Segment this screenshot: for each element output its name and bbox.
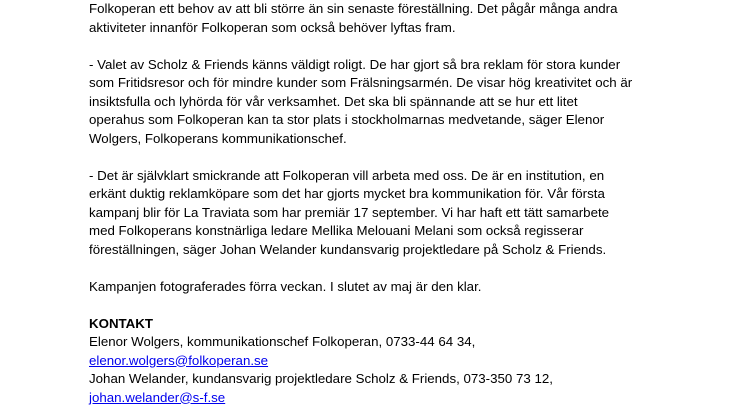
paragraph-quote-johan (89, 167, 739, 260)
text-line: Folkoperan ett behov av att bli större än sin senaste föreställning. Det pågår många andra (89, 1, 618, 16)
johan-email-link[interactable]: johan.welander@s-f.se (89, 389, 226, 405)
contact-section (89, 315, 739, 408)
paragraph-quote-elenor (89, 56, 739, 149)
text-line: kampanj blir för La Traviata som har premiär 17 september. Vi har haft ett tätt samarbete (89, 204, 610, 220)
contact-elenor-line: Elenor Wolgers, kommunikationschef Folkoperan, 0733-44 64 34, (89, 334, 476, 349)
text-line: Wolgers, Folkoperans kommunikationschef. (89, 130, 347, 146)
text-line: - Valet av Scholz & Friends känns väldigt roligt. De har gjort så bra reklam för stora kunder (89, 56, 621, 72)
text-line: insiktsfulla och lyhörda för vår verksamhet. Det ska bli spännande att se hur ett litet (89, 93, 578, 109)
text-line: - Det är självklart smickrande att Folkoperan vill arbeta med oss. De är en institution, en (89, 167, 605, 183)
text-line: Kampanjen fotograferades förra veckan. I slutet av maj är den klar. (89, 278, 482, 294)
paragraph-intro (89, 0, 739, 37)
contact-johan-line: Johan Welander, kundansvarig projektledare Scholz & Friends, 073-350 73 12, (89, 371, 553, 386)
elenor-email-link[interactable]: elenor.wolgers@folkoperan.se (89, 352, 269, 368)
contact-heading: KONTAKT (89, 315, 154, 331)
text-line: operahus som Folkoperan kan ta stor plats i stockholmarnas medvetande, säger Elenor (89, 112, 605, 127)
text-line: föreställningen, säger Johan Welander kundansvarig projektledare på Scholz & Friends. (89, 241, 607, 257)
text-line: med Folkoperans konstnärliga ledare Mellika Melouani Melani som också regisserar (89, 223, 584, 238)
document-page (89, 0, 739, 407)
text-line: som Fritidsresor och för mindre kunder som Frälsningsarmén. De visar hög kreativitet och är (89, 75, 633, 90)
text-line: aktiviteter innanför Folkoperan som också behöver lyftas fram. (89, 19, 456, 35)
paragraph-campaign (89, 278, 739, 297)
text-line: erkänt duktig reklamköpare som det har gjorts mycket bra kommunikation för. Vår första (89, 186, 605, 201)
